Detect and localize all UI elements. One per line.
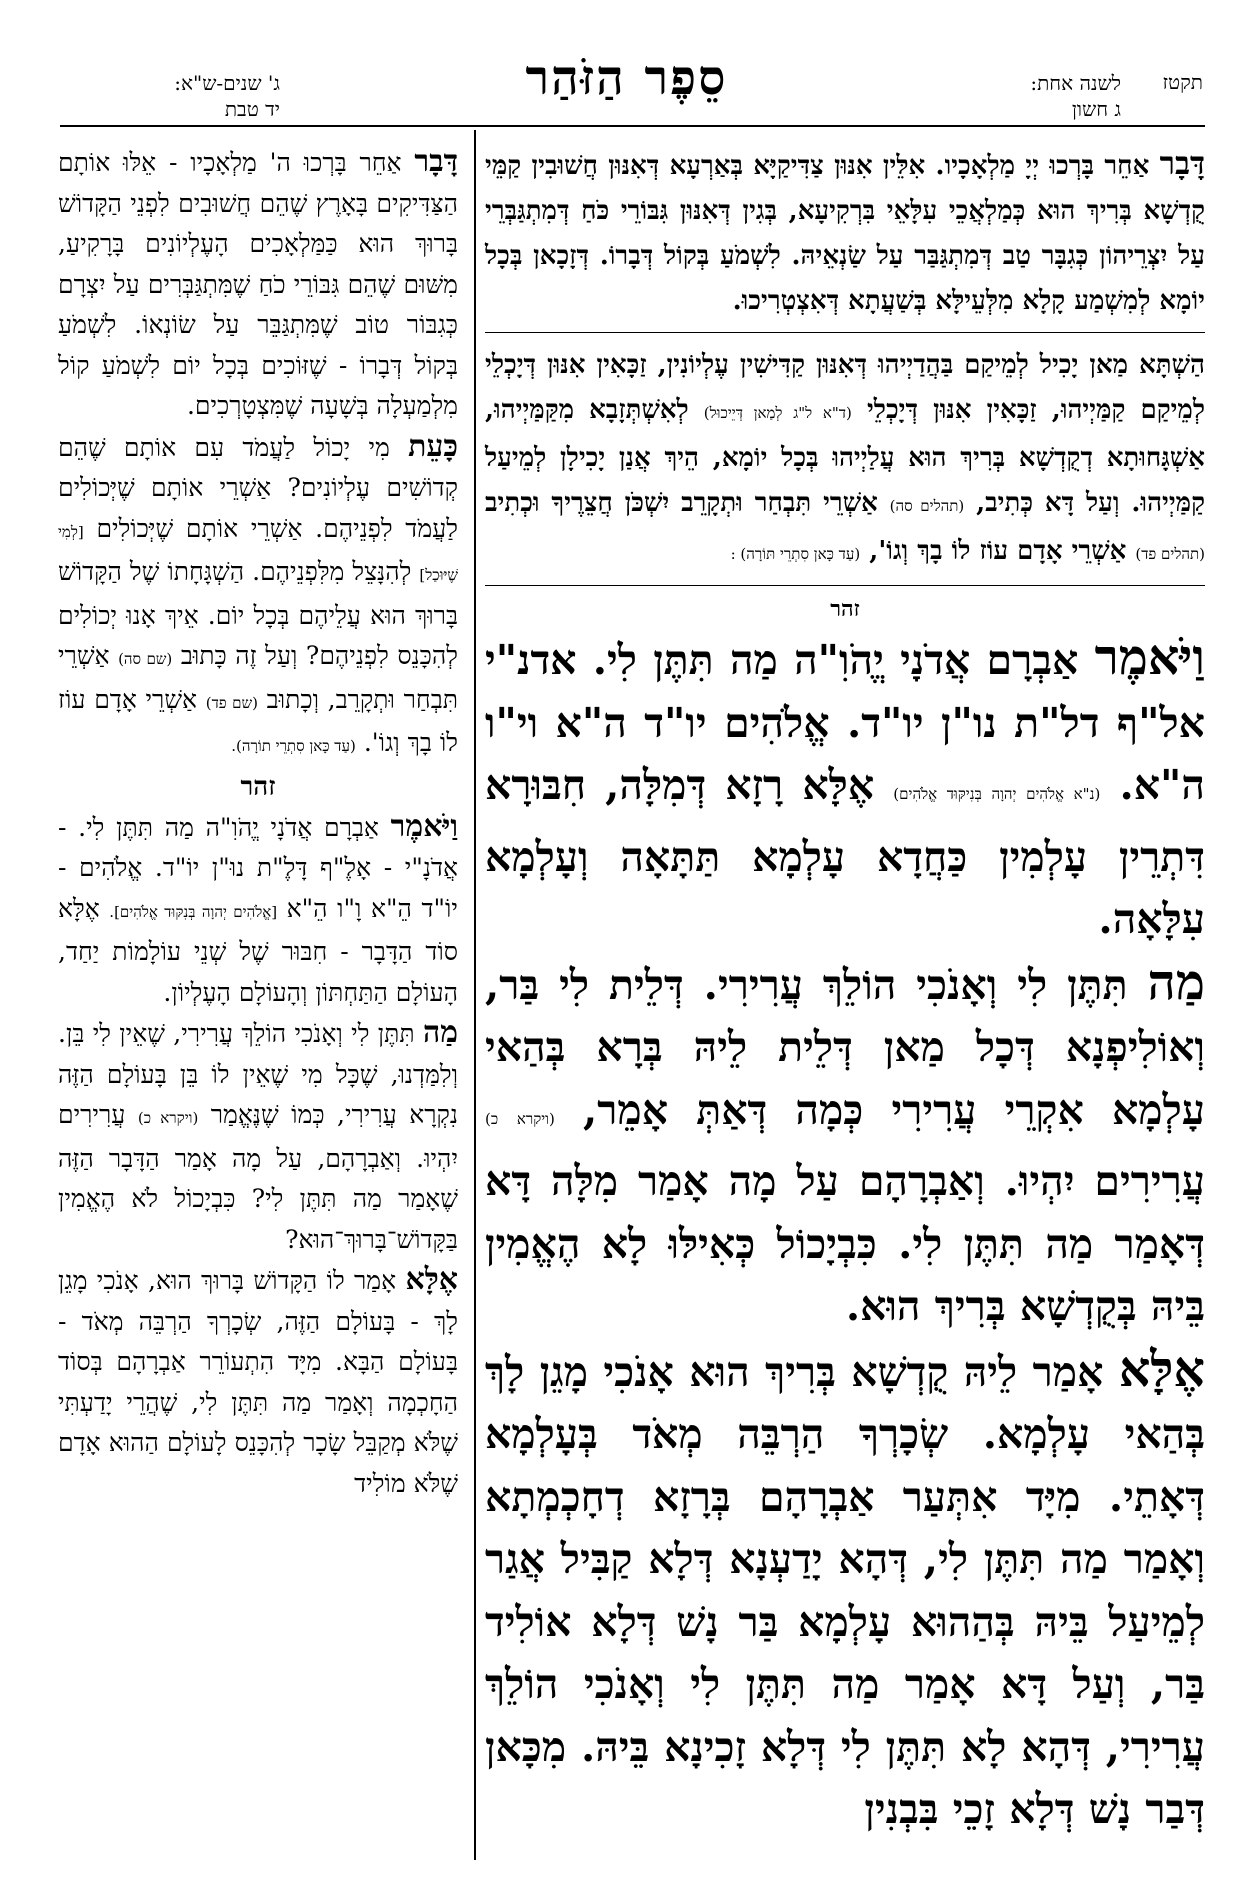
footnote-ref: [אֱלֹהִים יְהוָה בְּנִקּוּד אֱלֹהִים].: [109, 902, 278, 921]
footnote-ref: (נ"א אֱלֹהִים יְהוָה בְּנִיקּוּד אֱלֹהִים): [893, 785, 1101, 803]
paragraph: אֶלָּא אָמַר לֵיהּ קֻדְשָׁא בְּרִיךְ הוּא אָנֹכִי מָגֵן לָךְ בְּהַאי עָלְמָא. שְׂכָרְךָ הַרְבֵּה מְאֹד בְּעָלְמָא דְּאָתֵי. מִיָּד אִתְּעַר אַבְרָהָם בְּרָזָא דְחָכְמְתָא וְאָמַר מַה תִּתֶּן לִי, דְּהָא יָדַעְנָא דְּלָא קַבִּיל אֲגַר לְמֵיעַל בֵּיהּ בְּהַהוּא עָלְמָא בַּר נָשׁ דְּלָא אוֹלִיד בַּר, וְעַל דָּא אָמַר מַה תִּתֶּן לִי וְאָנֹכִי הוֹלֵךְ עֲרִירִי, דְּהָא לָא תִּתֶּן לִי דְּלָא זָכִינָא בֵּיהּ. מִכָּאן דְּבַר נָשׁ דְּלָא זָכֵי בִּבְנִין: [485, 1339, 1205, 1833]
section-divider: [485, 332, 1205, 333]
verse-ref: (שם סה): [118, 650, 173, 668]
lead-word: וַיֹּאמֶר: [1094, 628, 1205, 686]
lead-word: דָּבָר: [1159, 146, 1205, 182]
section-heading: זהר: [240, 771, 276, 802]
verse-ref: (תהלים סה): [889, 497, 965, 515]
paragraph: וַיֹּאמֶר אַבְרָם אֲדֹנָי יֱהֹוִ"ה מַה תִּתֶּן לִי. אדנ"י אל"ף דל"ת נו"ן יו"ד. אֱלֹהִים יו"ד ה"א וי"ו ה"א. (נ"א אֱלֹהִים יְהוָה בְּנִיקּוּד אֱלֹהִים) אֶלָּא רָזָא דְּמִלָּה, חִבּוּרָא דִּתְרֵין עָלְמִין כַּחֲדָא עָלְמָא תַּתָּאָה וְעָלְמָא עִלָּאָה.: [485, 628, 1205, 943]
lead-word: מַה: [1147, 952, 1205, 1011]
schedule-date: ג חשון: [1071, 97, 1121, 121]
section-divider: [485, 585, 1205, 586]
paragraph: כָּעֵת מִי יָכוֹל לַעֲמֹד עִם אוֹתָם שֶׁהֵם קְדוֹשִׁים עֶלְיוֹנִים? אַשְׁרֵי אוֹתָם שֶׁיְּכוֹלִים לַעֲמֹד לִפְנֵיהֶם. אַשְׁרֵי אוֹתָם שֶׁיְּכוֹלִים [לְמִי שֶׁיּוּכַל] לְהִנָּצֵל מִלִּפְנֵיהֶם. הַשְׁגָּחָתוֹ שֶׁל הַקָּדוֹשׁ בָּרוּךְ הוּא עֲלֵיהֶם בְּכָל יוֹם. אֵיךְ אָנוּ יְכוֹלִים לְהִכָּנֵס לִפְנֵיהֶם? וְעַל זֶה כָּתוּב (שם סה) אַשְׁרֵי תִּבְחַר וּתְקָרֵב, וְכָתוּב (שם פד) אַשְׁרֵי אָדָם עוֹז לוֹ בָךְ וְגוֹ'. (עַד כָּאן סִתְרֵי תוֹרָה).: [58, 428, 458, 757]
paragraph: הַשְׁתָּא מַאן יָכִיל לְמֵיקַם בַּהֲדַיְיהוּ דְּאִנּוּן קַדִּישִׁין עֶלְיוֹנִין, זַכָּאִין אִנּוּן דְּיָכְלֵי לְמֵיקַם קַמַּיְיהוּ, זַכָּאִין אִנּוּן דְּיָכְלֵי (ד"א ל"ג לְמַאן דְּיֵיכוּל) לְאִשְׁתְּזָבָא מִקַּמַּיְיהוּ, אַשְׁגָּחוּתָא דְקֻדְשָׁא בְּרִיךְ הוּא עֲלַיְיהוּ בְּכָל יוֹמָא, הֵיךְ אֲנַן יָכִילָן לְמֵיעַל קַמַּיְיהוּ. וְעַל דָּא כְּתִיב, (תהלים סה) אַשְׁרֵי תִּבְחַר וּתְקָרֵב יִשְׁכֹּן חֲצֵרֶיךָ וּכְתִיב (תהלים פד) אַשְׁרֵי אָדָם עוֹז לוֹ בָךְ וְגוֹ', (עַד כָּאן סִתְרֵי תּוֹרָה) :: [485, 350, 1206, 566]
section-heading: זהר: [830, 596, 860, 622]
schedule-label: לשנה אחת:: [1030, 71, 1121, 95]
schedule-date: יד טבת: [224, 97, 280, 121]
hebrew-translation-column: [58, 142, 458, 1504]
footnote-ref: (ד"א ל"ג לְמַאן דְּיֵיכוּל): [703, 404, 852, 422]
footnote-ref: [לְמִי שֶׁיּוּכַל]: [58, 522, 458, 584]
verse-ref: (ויקרא כ): [137, 1109, 199, 1127]
paragraph: מַה תִּתֶּן לִי וְאָנֹכִי הוֹלֵךְ עֲרִירִי, שֶׁאֵין לִי בֵּן. וְלִמַּדְנוּ, שֶׁכָּל מִי שֶׁאֵין לוֹ בֵּן בָּעוֹלָם הַזֶּה נִקְרָא עֲרִירִי, כְּמוֹ שֶׁנֶּאֱמַר (ויקרא כ) עֲרִירִים יִהְיוּ. וְאַבְרָהָם, עַל מָה אָמַר הַדָּבָר הַזֶּה שֶׁאָמַר מַה תִּתֶּן לִי? כִּבְיָכוֹל לֹא הֶאֱמִין בַּקָּדוֹשׁ־בָּרוּךְ־הוּא?: [58, 1015, 458, 1254]
paragraph: מַה תִּתֶּן לִי וְאָנֹכִי הוֹלֵךְ עֲרִירִי. דְּלֵית לִי בַּר, וְאוֹלִיפְנָא דְּכָל מַאן דְּלֵית לֵיהּ בְּרָא בְּהַאי עָלְמָא אִקְרֵי עֲרִירִי כְּמָה דְּאַתְּ אָמֵר, (ויקרא כ) עֲרִירִים יִהְיוּ. וְאַבְרָהָם עַל מָה אָמַר מִלָּה דָּא דְּאָמַר מַה תִּתֶּן לִי. כִּבְיָכוֹל כְּאִילּוּ לָא הֶאֱמִין בֵּיהּ בְּקֻדְשָׁא בְּרִיךְ הוּא.: [485, 952, 1205, 1330]
schedule-label: ג' שנים-ש"א:: [174, 71, 280, 95]
verse-ref: (שם פד): [205, 693, 258, 712]
column-divider: [474, 130, 476, 1860]
verse-ref: (תהלים פד): [1135, 545, 1205, 563]
lead-word: אֶלָּא: [405, 1262, 458, 1297]
lead-word: וַיֹּאמֶר: [390, 808, 458, 844]
verse-ref: (ויקרא כ): [485, 1109, 555, 1128]
paragraph: וַיֹּאמֶר אַבְרָם אֲדֹנָי יֱהֹוִ"ה מַה תִּתֶּן לִי. - אֲדֹנָ"י - אָלֶ"ף דָּלֶ"ת נוּ"ן יוֹ"ד. אֱלֹהִים - יוֹ"ד הֵ"א וָ"ו הֵ"א [אֱלֹהִים יְהוָה בְּנִקּוּד אֱלֹהִים]. אֶלָּא סוֹד הַדָּבָר - חִבּוּר שֶׁל שְׁנֵי עוֹלָמוֹת יַחַד, הָעוֹלָם הַתַּחְתּוֹן וְהָעוֹלָם הָעֶלְיוֹן.: [58, 808, 458, 1007]
lead-word: אֶלָּא: [1118, 1339, 1205, 1398]
section-end-note: (עַד כָּאן סִתְרֵי תּוֹרָה) :: [730, 545, 861, 563]
aramaic-column: [485, 142, 1205, 1841]
reading-schedule-three-years: [60, 70, 280, 122]
header-rule: [60, 125, 1205, 127]
book-title: סֵפֶר הַזֹּהַר: [525, 50, 728, 106]
paragraph: אֶלָּא אָמַר לוֹ הַקָּדוֹשׁ בָּרוּךְ הוּא, אָנֹכִי מָגֵן לָךְ - בָּעוֹלָם הַזֶּה, שְׂכָרְךָ הַרְבֵּה מְאֹד - בָּעוֹלָם הַבָּא. מִיָּד הִתְעוֹרֵר אַבְרָהָם בְּסוֹד הַחָכְמָה וְאָמַר מַה תִּתֶּן לִי, שֶׁהֲרֵי יָדַעְתִּי שֶׁלֹּא מְקַבֵּל שָׂכָר לְהִכָּנֵס לָעוֹלָם הַהוּא אָדָם שֶׁלֹּא מוֹלִיד: [58, 1262, 458, 1498]
paragraph: דָּבָר אַחֵר בָּרְכוּ יְיָ מַלְאָכָיו. אִלֵּין אִנּוּן צַדִּיקַיָּא בְּאַרְעָא דְּאִנּוּן חֲשׁוּבִין קַמֵּי קֻדְשָׁא בְּרִיךְ הוּא כְּמַלְאֲכֵי עִלָּאֵי בִּרְקִיעָא, בְּגִין דְּאִנּוּן גִּבּוֹרֵי כֹּחַ דְּמִתְגַּבְּרֵי עַל יִצְרֵיהוֹן כְּגִבָּר טַב דְּמִתְגַּבַּר עַל שַׂנְאֵיהּ. לִשְׁמֹעַ בְּקוֹל דְּבָרוֹ. דְּזָכָאן בְּכָל יוֹמָא לְמִשְׁמַע קָלָא מִלְּעֵילָּא בְּשַׁעֲתָא דְּאִצְטְרִיכוּ.: [485, 146, 1205, 316]
lead-word: מַה: [422, 1015, 458, 1050]
page-number: תקטז: [1162, 70, 1203, 94]
lead-word: כָּעֵת: [408, 428, 458, 464]
section-end-note: (עַד כָּאן סִתְרֵי תוֹרָה).: [231, 737, 356, 755]
lead-word: דָּבָר: [414, 144, 458, 179]
paragraph: דָּבָר אַחֵר בָּרְכוּ ה' מַלְאָכָיו - אֵלּוּ אוֹתָם הַצַּדִּיקִים בָּאָרֶץ שֶׁהֵם חֲשׁוּבִים לִפְנֵי הַקָּדוֹשׁ בָּרוּךְ הוּא כַּמַּלְאָכִים הָעֶלְיוֹנִים בָּרָקִיעַ, מִשּׁוּם שֶׁהֵם גִּבּוֹרֵי כֹחַ שֶׁמִּתְגַּבְּרִים עַל יִצְרָם כְּגִבּוֹר טוֹב שֶׁמִּתְגַּבֵּר עַל שׂוֹנְאוֹ. לִשְׁמֹעַ בְּקוֹל דְּבָרוֹ - שֶׁזּוֹכִים בְּכָל יוֹם לִשְׁמֹעַ קוֹל מִלְמַעְלָה בְּשָׁעָה שֶׁמִּצְטָרְכִים.: [58, 144, 458, 420]
